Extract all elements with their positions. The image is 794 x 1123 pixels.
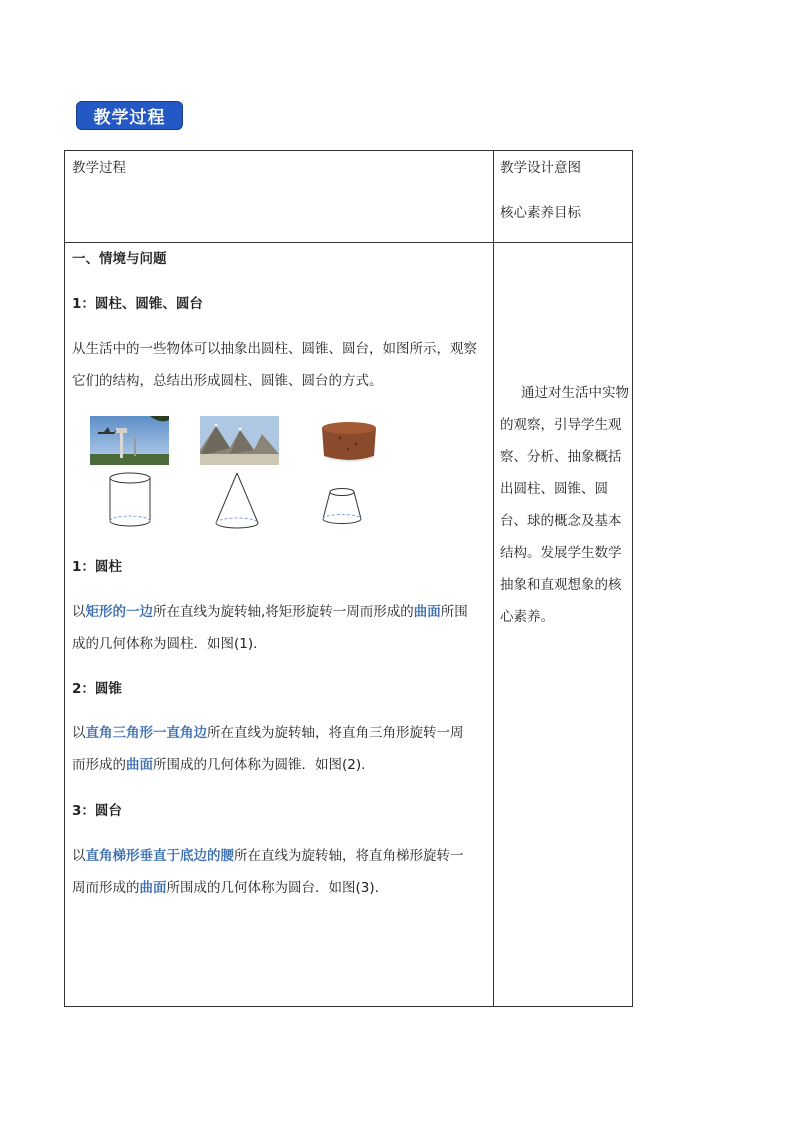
section-subtitle: 1：圆柱、圆锥、圆台 xyxy=(72,296,203,312)
section-title: 一、情境与问题 xyxy=(72,251,167,267)
trulli-cone-roof-photo xyxy=(200,416,279,465)
intro-line-2: 它们的结构，总结出形成圆柱、圆锥、圆台的方式。 xyxy=(72,373,383,389)
cylinder-heading: 1：圆柱 xyxy=(72,559,122,575)
lesson-table xyxy=(64,150,633,1007)
design-intent-note: 通过对生活中实物的观察，引导学生观察、分析、抽象概括出圆柱、圆锥、圆台、球的概念及基本结构。发展学生数学抽象和直观想象的核心素养。 xyxy=(500,385,629,625)
cylinder-text-pre: 以 xyxy=(72,604,86,620)
cylinder-text-mid: 所在直线为旋转轴,将矩形旋转一周而形成的 xyxy=(153,604,414,620)
column-divider xyxy=(493,151,494,1006)
frustum-definition xyxy=(72,840,487,904)
cylinder-text-line2: 成的几何体称为圆柱．如图(1). xyxy=(72,636,258,652)
section-badge: 教学过程 xyxy=(76,101,183,130)
cone-figure xyxy=(214,471,260,535)
intro-paragraph xyxy=(72,333,487,397)
cone-highlight-surface: 曲面 xyxy=(126,757,153,773)
header-process: 教学过程 xyxy=(72,160,126,176)
cake-frustum-photo xyxy=(310,416,389,465)
header-core-literacy: 核心素养目标 xyxy=(500,205,581,221)
cone-highlight-leg: 直角三角形一直角边 xyxy=(85,725,207,741)
frustum-heading: 3：圆台 xyxy=(72,803,122,819)
header-divider xyxy=(65,242,632,243)
cylinder-text-post: 所围 xyxy=(440,604,468,620)
cone-text-mid: 所在直线为旋转轴，将直角三角形旋转一周 xyxy=(207,725,464,741)
cylinder-highlight-edge: 矩形的一边 xyxy=(85,604,153,620)
frustum-figure xyxy=(321,471,363,531)
cone-text-pre: 以 xyxy=(72,725,86,741)
frustum-text-pre: 以 xyxy=(72,848,86,864)
frustum-text-line2-post: 所围成的几何体称为圆台．如图(3). xyxy=(166,880,379,896)
cylinder-figure xyxy=(108,471,152,533)
cylinder-definition xyxy=(72,596,487,660)
frustum-text-mid: 所在直线为旋转轴，将直角梯形旋转一 xyxy=(234,848,464,864)
frustum-highlight-leg: 直角梯形垂直于底边的腰 xyxy=(85,848,234,864)
cone-definition xyxy=(72,717,487,781)
frustum-highlight-surface: 曲面 xyxy=(139,880,167,896)
intro-line-1: 从生活中的一些物体可以抽象出圆柱、圆锥、圆台，如图所示，观察 xyxy=(72,341,477,357)
cone-text-line2-pre: 而形成的 xyxy=(72,757,126,773)
cylinder-highlight-surface: 曲面 xyxy=(413,604,441,620)
cone-heading: 2：圆锥 xyxy=(72,681,122,697)
frustum-text-line2-pre: 周而形成的 xyxy=(72,880,140,896)
header-design-intent: 教学设计意图 xyxy=(500,160,581,176)
airport-tower-photo xyxy=(90,416,169,465)
cone-text-line2-post: 所围成的几何体称为圆锥．如图(2). xyxy=(153,757,366,773)
